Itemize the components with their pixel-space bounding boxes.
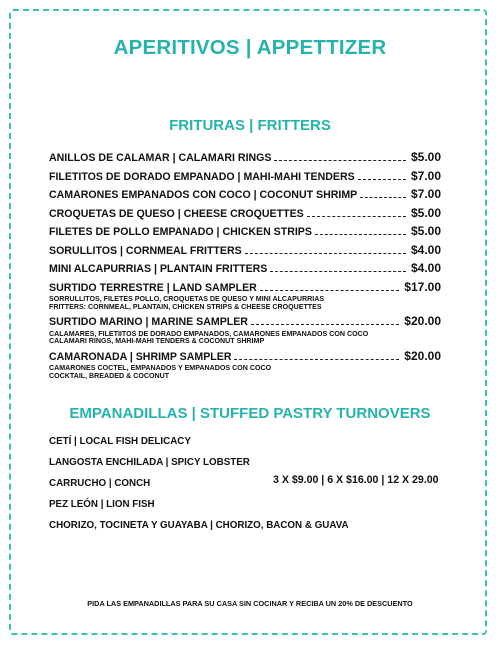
menu-item-description: CAMARONES COCTEL, EMPANADOS Y EMPANADOS CON COCO	[49, 364, 272, 372]
menu-item-name: FILETITOS DE DORADO EMPANADO | MAHI-MAHI TENDERS	[49, 170, 355, 183]
menu-item-row	[49, 224, 441, 241]
menu-item	[49, 187, 441, 204]
dotted-leader	[270, 264, 406, 272]
menu-item-price: $5.00	[410, 224, 441, 238]
menu-item-name: SORULLITOS | CORNMEAL FRITTERS	[49, 244, 242, 257]
menu-item-price: $20.00	[404, 348, 441, 363]
menu-item-row	[49, 206, 441, 223]
menu-item-price: $5.00	[410, 205, 441, 220]
menu-item-row	[49, 261, 441, 278]
menu-item-price: $4.00	[410, 242, 441, 257]
empanadilla-item: LANGOSTA ENCHILADA | SPICY LOBSTER	[49, 457, 250, 468]
frituras-list	[49, 150, 441, 383]
menu-item-name: SURTIDO MARINO | MARINE SAMPLER	[49, 316, 248, 328]
empanadilla-item: PEZ LEÓN | LION FISH	[49, 499, 155, 510]
dotted-leader	[360, 190, 406, 198]
dotted-leader	[251, 317, 399, 325]
empanadillas-list	[49, 436, 349, 541]
menu-item-row	[49, 349, 441, 366]
dotted-leader	[234, 352, 399, 360]
dotted-leader	[260, 283, 400, 291]
dotted-leader	[307, 209, 406, 217]
menu-item-description: FRITTERS: CORNMEAL, PLANTAIN, CHICKEN STRIPS & CHEESE CROQUETTES	[49, 302, 322, 311]
menu-item	[49, 314, 441, 346]
menu-item-price: $20.00	[404, 314, 441, 328]
menu-item-row	[49, 150, 441, 167]
menu-item-row	[49, 169, 441, 186]
menu-item	[49, 243, 441, 260]
menu-item	[49, 261, 441, 278]
menu-item-price: $7.00	[410, 187, 441, 201]
menu-item-price: $4.00	[410, 261, 441, 275]
menu-item-description: CALAMARI RINGS, MAHI-MAHI TENDERS & COCONUT SHRIMP	[49, 337, 265, 345]
menu-item-row	[49, 280, 441, 297]
empanadillas-heading: EMPANADILLAS | STUFFED PASTRY TURNOVERS	[69, 405, 431, 422]
menu-item	[49, 206, 441, 223]
menu-item	[49, 150, 441, 167]
menu-item-name: CAMARONADA | SHRIMP SAMPLER	[49, 350, 232, 363]
frituras-heading: FRITURAS | FRITTERS	[169, 117, 331, 134]
menu-item-row	[49, 243, 441, 260]
empanadilla-item: CARRUCHO | CONCH	[49, 478, 151, 489]
menu-item-price: $7.00	[410, 168, 441, 183]
menu-item-description: COCKTAIL, BREADED & COCONUT	[49, 371, 170, 380]
menu-title: APERITIVOS | APPETTIZER	[113, 36, 387, 59]
menu-item	[49, 224, 441, 241]
empanadilla-item: CETÍ | LOCAL FISH DELICACY	[49, 436, 191, 447]
menu-item-row	[49, 187, 441, 204]
menu-item	[49, 280, 441, 312]
dotted-leader	[315, 227, 406, 235]
menu-item-name: CROQUETAS DE QUESO | CHEESE CROQUETTES	[49, 207, 304, 220]
menu-item-name: MINI ALCAPURRIAS | PLANTAIN FRITTERS	[49, 263, 268, 275]
dotted-leader	[245, 246, 406, 254]
menu-item-description: CALAMARES, FILETIITOS DE DORADO EMPANADOS, CAMARONES EMPANADOS CON COCO	[49, 329, 369, 338]
menu-item-price: $17.00	[404, 279, 441, 294]
menu-item-name: ANILLOS DE CALAMAR | CALAMARI RINGS	[49, 152, 272, 164]
empanadillas-prices: 3 X $9.00 | 6 X $16.00 | 12 X 29.00	[273, 474, 439, 486]
footer-note: PIDA LAS EMPANADILLAS PARA SU CASA SIN COCINAR Y RECIBA UN 20% DE DESCUENTO	[87, 599, 413, 608]
menu-item	[49, 169, 441, 186]
dotted-leader	[274, 153, 405, 161]
menu-item-name: CAMARONES EMPANADOS CON COCO | COCONUT SHRIMP	[49, 189, 358, 201]
empanadilla-item: CHORIZO, TOCINETA Y GUAYABA | CHORIZO, BACON & GUAVA	[49, 520, 349, 531]
menu-item-name: FILETES DE POLLO EMPANADO | CHICKEN STRIPS	[49, 226, 312, 238]
menu-item-price: $5.00	[410, 150, 441, 164]
menu-item	[49, 349, 441, 381]
dotted-leader	[358, 172, 406, 180]
menu-item-name: SURTIDO TERRESTRE | LAND SAMPLER	[49, 281, 257, 294]
menu-item-row	[49, 314, 441, 331]
menu-item-description: SORRULLITOS, FILETES POLLO, CROQUETAS DE QUESO Y MINI ALCAPURRIAS	[49, 295, 325, 303]
